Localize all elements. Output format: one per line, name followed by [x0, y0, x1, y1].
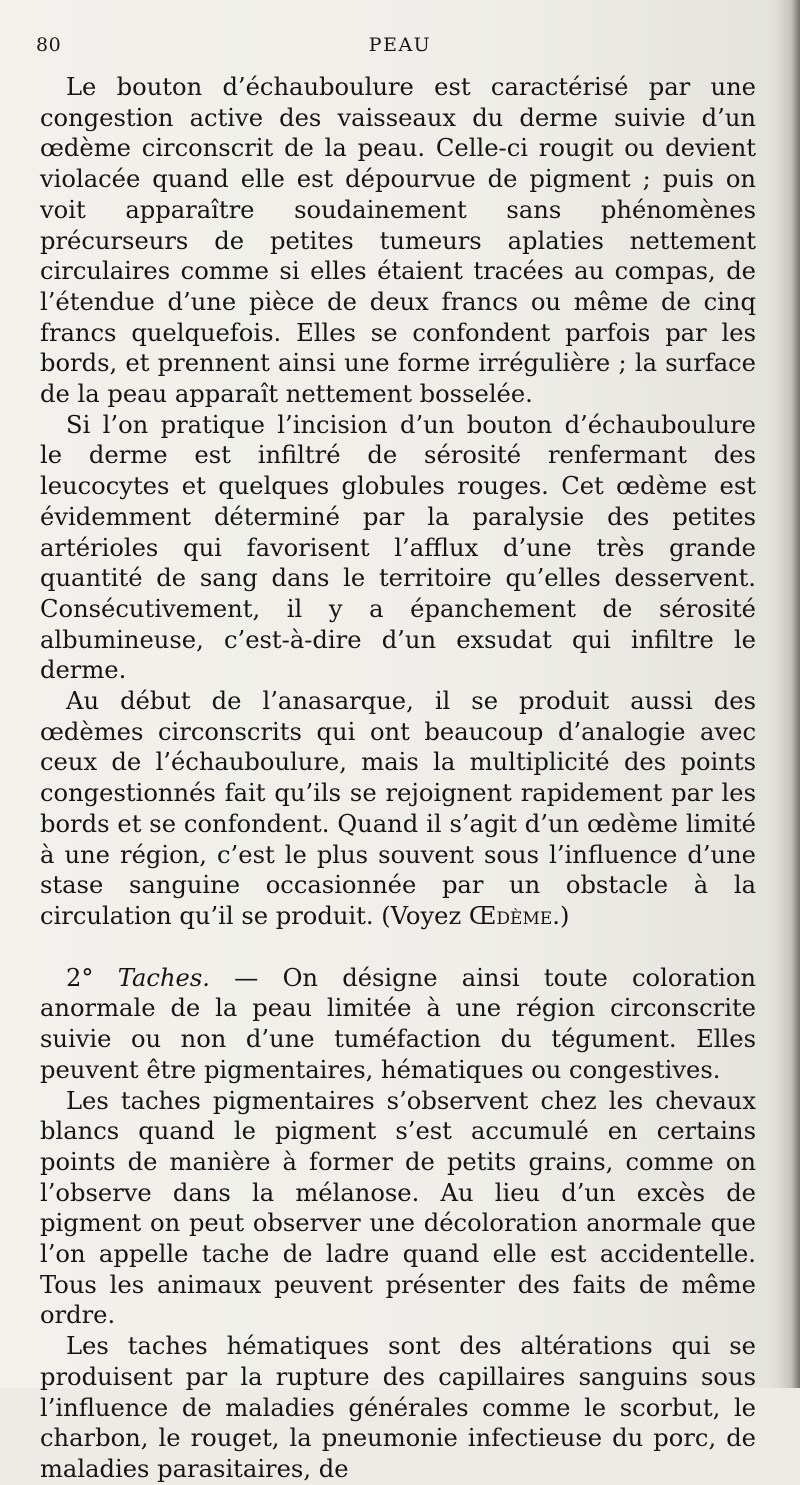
- section-heading-taches: Taches.: [117, 963, 210, 992]
- paragraph-2: Si l’on pratique l’incision d’un bouton d’échauboulure le derme est infiltré de sérosité renfermant des leucocytes et quelques globules rouges. Cet œdème est évidemment déterminé par la paralysie des petites artérioles qui favorisent l’afflux d’une très grande quantité de sang dans le territoire qu’elles desservent. Consécutivement, il y a épanchement de sérosité albumineuse, c’est-à-dire d’un exsudat qui infiltre le derme.: [40, 410, 756, 685]
- page-edge-shadow: [778, 0, 800, 1388]
- running-title: PEAU: [368, 34, 432, 56]
- paragraph-3: [40, 686, 756, 932]
- cross-reference-oedeme: Œdème: [468, 901, 553, 930]
- paragraph-4: [40, 963, 756, 1086]
- page-header: [0, 30, 800, 60]
- paragraph-3-text: Au début de l’anasarque, il se produit aussi des œdèmes circonscrits qui ont beaucoup d’analogie avec ceux de l’échauboulure, mais la multiplicité des points congestionnés fait qu’ils se rejoignent rapidement par les bords et se confondent. Quand il s’agit d’un œdème limité à une région, c’est le plus souvent sous l’influence d’une stase sanguine occasionnée par un obstacle à la circulation qu’il se produit. (Voyez: [40, 687, 756, 930]
- paragraph-5: Les taches pigmentaires s’observent chez les chevaux blancs quand le pigment s’est accumulé en certains points de manière à former de petits grains, comme on l’observe dans la mélanose. Au lieu d’un excès de pigment on peut observer une décoloration anormale que l’on appelle tache de ladre quand elle est accidentelle. Tous les animaux peuvent présenter des faits de même ordre.: [40, 1086, 756, 1330]
- body-text: [40, 72, 756, 1485]
- section-gap: [40, 932, 756, 963]
- paragraph-3-end: .): [552, 901, 570, 930]
- paragraph-6: Les taches hématiques sont des altérations qui se produisent par la rupture des capillaires sanguins sous l’influence de maladies générales comme le scorbut, le charbon, le rouget, la pneumonie infectieuse du porc, de maladies parasitaires, de: [40, 1332, 756, 1483]
- paragraph-4-text: — On désigne ainsi toute coloration anormale de la peau limitée à une région circonscrite suivie ou non d’une tuméfaction du tégument. Elles peuvent être pigmentaires, hématiques ou congestives.: [40, 963, 756, 1084]
- page-number: 80: [36, 34, 62, 56]
- paragraph-1: Le bouton d’échauboulure est caractérisé par une congestion active des vaisseaux du derme suivie d’un œdème circonscrit de la peau. Celle-ci rougit ou devient violacée quand elle est dépourvue de pigment ; puis on voit apparaître soudainement sans phénomènes précurseurs de petites tumeurs aplaties nettement circulaires comme si elles étaient tracées au compas, de l’étendue d’une pièce de deux francs ou même de cinq francs quelquefois. Elles se confondent parfois par les bords, et prennent ainsi une forme irrégulière ; la surface de la peau apparaît nettement bosselée.: [40, 73, 756, 409]
- section-number: 2°: [66, 963, 118, 992]
